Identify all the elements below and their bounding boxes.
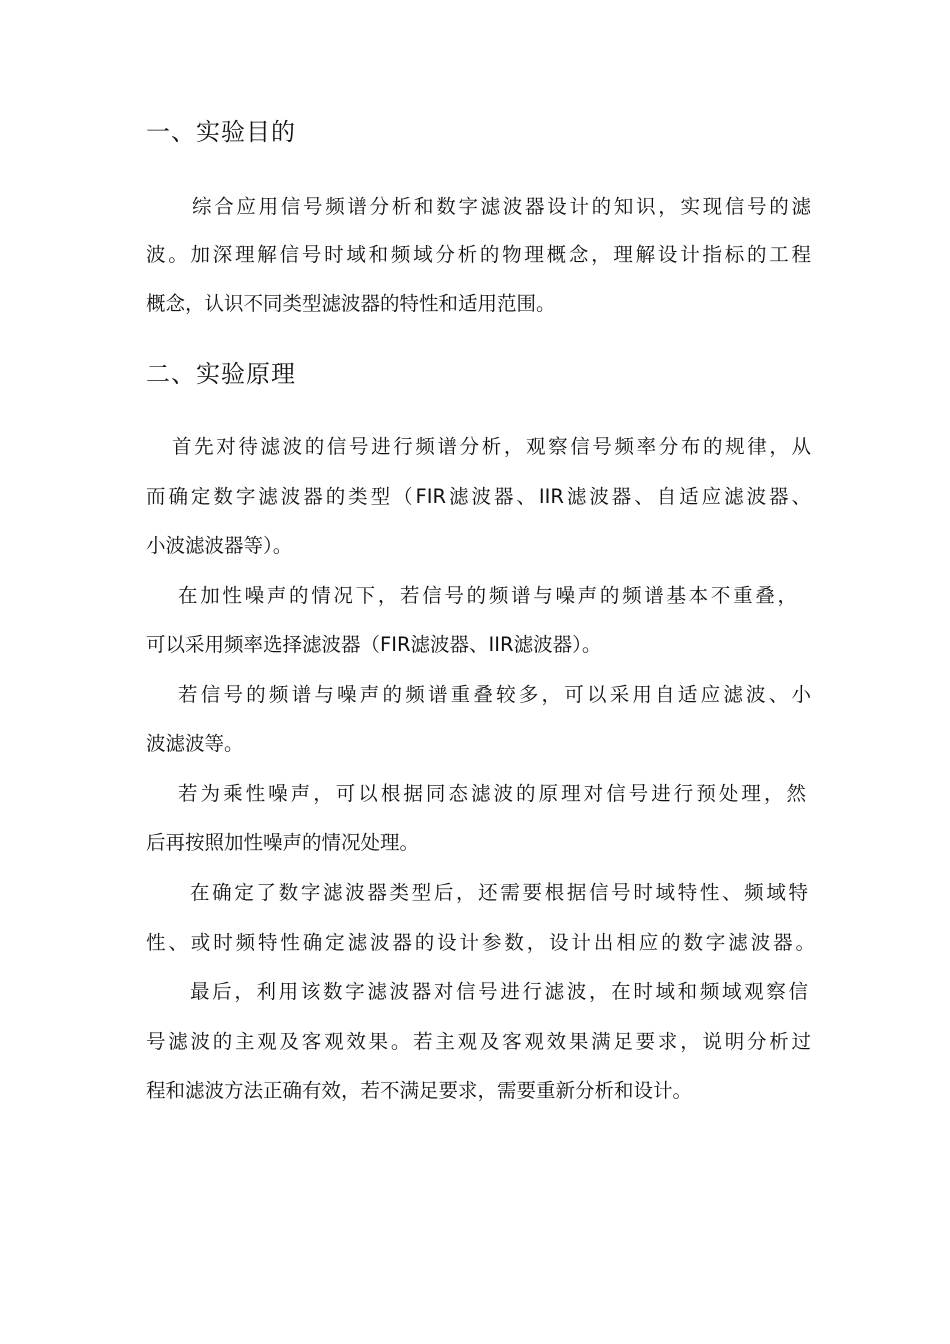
principle-p5-line-2: 性、或时频特性确定滤波器的设计参数，设计出相应的数字滤波器。 [146,931,815,954]
principle-p2-line-1: 在加性噪声的情况下，若信号的频谱与噪声的频谱基本不重叠， [178,584,797,607]
principle-p5-line-1: 在确定了数字滤波器类型后，还需要根据信号时域特性、频域特 [190,881,808,904]
principle-p4-line-2: 后再按照加性噪声的情况处理。 [146,831,420,854]
purpose-line-3: 概念，认识不同类型滤波器的特性和适用范围。 [146,292,556,315]
principle-p3-line-1: 若信号的频谱与噪声的频谱重叠较多，可以采用自适应滤波、小 [178,683,811,706]
principle-p1-line-3: 小波滤波器等）。 [146,534,293,557]
principle-p4-line-1: 若为乘性噪声，可以根据同态滤波的原理对信号进行预处理，然 [178,782,806,805]
principle-p3-line-2: 波滤波等。 [146,732,244,755]
section-heading-purpose: 一、实验目的 [146,118,296,146]
principle-p1-line-2: 而确定数字滤波器的类型（FIR滤波器、IIR滤波器、自适应滤波器、 [146,485,811,508]
principle-p6-line-1: 最后，利用该数字滤波器对信号进行滤波，在时域和频域观察信 [190,980,808,1003]
purpose-line-2: 波。加深理解信号时域和频域分析的物理概念，理解设计指标的工程 [146,243,811,266]
principle-p2-line-2: 可以采用频率选择滤波器（FIR滤波器、IIR滤波器）。 [146,633,602,656]
principle-p6-line-2: 号滤波的主观及客观效果。若主观及客观效果满足要求，说明分析过 [146,1030,811,1053]
purpose-line-1: 综合应用信号频谱分析和数字滤波器设计的知识，实现信号的滤 [192,195,811,218]
principle-p6-line-3: 程和滤波方法正确有效，若不满足要求，需要重新分析和设计。 [146,1079,693,1102]
section-heading-principle: 二、实验原理 [146,360,296,388]
principle-p1-line-1: 首先对待滤波的信号进行频谱分析，观察信号频率分布的规律，从 [172,435,811,458]
